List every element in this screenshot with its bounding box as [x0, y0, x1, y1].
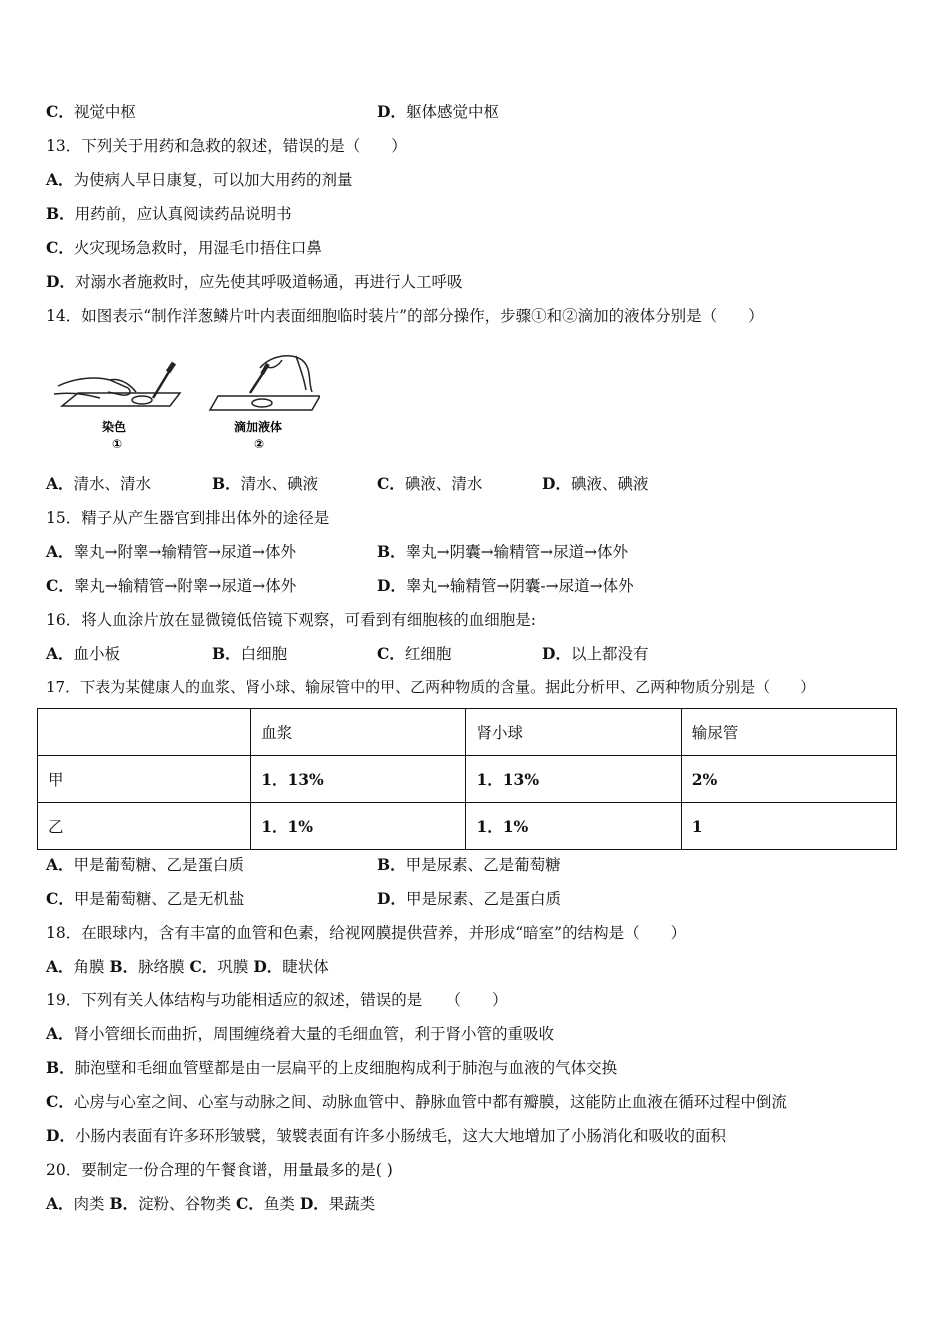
q17-stem: 17．下表为某健康人的血浆、肾小球、输尿管中的甲、乙两种物质的含量。据此分析甲、乙两种物质分别是（ ）	[46, 678, 816, 696]
option-text: 清水、碘液	[240, 475, 319, 493]
figure-number-1: ①	[112, 437, 123, 451]
option-letter: D．	[377, 102, 406, 121]
q16-option-b	[212, 643, 287, 665]
option-letter: A．	[46, 957, 74, 976]
option-text: 肉类	[73, 1195, 105, 1213]
option-letter: C．	[46, 102, 74, 121]
option-letter: C．	[46, 238, 74, 257]
option-letter: A．	[46, 1024, 74, 1043]
option-letter: B．	[109, 1194, 139, 1213]
q15-option-c	[46, 575, 296, 597]
option-text: 红细胞	[404, 645, 452, 663]
option-letter: B．	[212, 474, 241, 493]
q12-option-c	[46, 101, 136, 123]
table-cell: 乙	[38, 803, 251, 850]
figure-label-adding-liquid: 滴加液体	[234, 420, 283, 434]
option-text: 鱼类	[263, 1195, 295, 1213]
table-header-cell: 血浆	[251, 709, 466, 756]
option-text: 睾丸→附睾→输精管→尿道→体外	[73, 543, 296, 561]
q15-option-a	[46, 541, 296, 563]
table-cell: 1．1%	[466, 803, 681, 850]
option-letter: A．	[46, 644, 74, 663]
option-text: 甲是葡萄糖、乙是蛋白质	[73, 856, 245, 874]
staining-drawing	[54, 363, 180, 406]
q20-stem: 20．要制定一份合理的午餐食谱，用量最多的是( )	[46, 1161, 393, 1179]
option-text: 对溺水者施救时，应先使其呼吸道畅通，再进行人工呼吸	[74, 273, 463, 291]
q13-stem: 13．下列关于用药和急救的叙述，错误的是（ ）	[46, 137, 407, 155]
option-text: 甲是尿素、乙是蛋白质	[405, 890, 561, 908]
table-row	[38, 803, 897, 850]
option-text: 睫状体	[282, 958, 329, 976]
option-letter: B．	[46, 204, 75, 223]
q15-stem: 15．精子从产生器官到排出体外的途径是	[46, 509, 330, 527]
q15-option-b	[377, 541, 628, 563]
option-text: 清水、清水	[73, 475, 152, 493]
q16-option-c	[377, 643, 451, 665]
option-text: 火灾现场急救时，用湿毛巾捂住口鼻	[73, 239, 322, 257]
q19-option-b	[46, 1057, 617, 1079]
table-header-cell: 肾小球	[466, 709, 681, 756]
option-text: 淀粉、谷物类	[138, 1195, 232, 1213]
option-text: 脉络膜	[138, 958, 185, 976]
option-text: 肺泡壁和毛细血管壁都是由一层扁平的上皮细胞构成利于肺泡与血液的气体交换	[74, 1059, 618, 1077]
q16-stem: 16．将人血涂片放在显微镜低倍镜下观察，可看到有细胞核的血细胞是:	[46, 611, 536, 629]
option-letter: D．	[542, 644, 571, 663]
q14-option-d	[542, 473, 648, 495]
option-letter: D．	[542, 474, 571, 493]
option-letter: B．	[377, 542, 406, 561]
option-letter: C．	[377, 474, 405, 493]
option-text: 甲是尿素、乙是葡萄糖	[405, 856, 561, 874]
option-letter: D．	[46, 1126, 75, 1145]
q17-option-d	[377, 888, 561, 910]
option-text: 以上都没有	[570, 645, 649, 663]
q16-option-d	[542, 643, 648, 665]
q13-option-d	[46, 271, 462, 293]
option-letter: D．	[377, 889, 406, 908]
option-letter: C．	[189, 957, 218, 976]
option-letter: A．	[46, 855, 74, 874]
option-letter: C．	[46, 1092, 74, 1111]
adding-liquid-drawing	[210, 356, 320, 410]
table-cell: 2%	[681, 756, 896, 803]
q17-option-a	[46, 854, 244, 876]
table-cell: 1	[681, 803, 896, 850]
option-letter: C．	[46, 576, 74, 595]
option-text: 果蔬类	[328, 1195, 376, 1213]
option-letter: B．	[377, 855, 406, 874]
option-text: 睾丸→阴囊→输精管→尿道→体外	[405, 543, 629, 561]
table-header-cell: 输尿管	[681, 709, 896, 756]
option-letter: A．	[46, 542, 74, 561]
q15-option-d	[377, 575, 634, 597]
option-text: 甲是葡萄糖、乙是无机盐	[73, 890, 245, 908]
slide-preparation-illustration	[50, 348, 320, 458]
option-text: 碘液、碘液	[570, 475, 649, 493]
q18-stem: 18．在眼球内，含有丰富的血管和色素，给视网膜提供营养，并形成“暗室”的结构是（ ）	[46, 924, 687, 942]
q17-option-c	[46, 888, 244, 910]
figure-number-2: ②	[254, 437, 265, 451]
option-text: 肾小管细长而曲折，周围缠绕着大量的毛细血管，利于肾小管的重吸收	[73, 1025, 555, 1043]
option-text: 视觉中枢	[73, 103, 136, 121]
q19-option-c	[46, 1091, 787, 1113]
table-cell: 甲	[38, 756, 251, 803]
q12-option-d	[377, 101, 499, 123]
option-text: 碘液、清水	[404, 475, 483, 493]
option-text: 躯体感觉中枢	[405, 103, 499, 121]
option-letter: D．	[253, 957, 283, 976]
option-letter: A．	[46, 474, 74, 493]
table-header-row	[38, 709, 897, 756]
q13-option-b	[46, 203, 292, 225]
option-text: 心房与心室之间、心室与动脉之间、动脉血管中、静脉血管中都有瓣膜，这能防止血液在循环过程中倒流	[73, 1093, 787, 1111]
option-text: 睾丸→输精管→阴囊-→尿道→体外	[405, 577, 634, 595]
q19-option-d	[46, 1125, 726, 1147]
option-letter: A．	[46, 170, 74, 189]
table-row	[38, 756, 897, 803]
option-letter: B．	[109, 957, 139, 976]
option-text: 用药前，应认真阅读药品说明书	[74, 205, 292, 223]
table-cell: 1．13%	[251, 756, 466, 803]
q19-option-a	[46, 1023, 554, 1045]
q20-options	[46, 1193, 375, 1215]
table-cell: 1．1%	[251, 803, 466, 850]
option-letter: C．	[377, 644, 405, 663]
option-text: 血小板	[73, 645, 121, 663]
option-letter: B．	[212, 644, 241, 663]
table-cell: 1．13%	[466, 756, 681, 803]
q14-stem: 14．如图表示“制作洋葱鳞片叶内表面细胞临时装片”的部分操作，步骤①和②滴加的液体分别是（ ）	[46, 307, 764, 325]
option-text: 为使病人早日康复，可以加大用药的剂量	[73, 171, 353, 189]
option-text: 白细胞	[240, 645, 288, 663]
q19-stem: 19．下列有关人体结构与功能相适应的叙述，错误的是 （ ）	[46, 991, 508, 1009]
table-header-cell	[38, 709, 251, 756]
option-letter: D．	[299, 1194, 329, 1213]
option-letter: B．	[46, 1058, 75, 1077]
q18-options	[46, 956, 329, 978]
q17-data-table	[37, 708, 897, 850]
q16-option-a	[46, 643, 120, 665]
q17-option-b	[377, 854, 561, 876]
option-text: 角膜	[73, 958, 105, 976]
option-letter: D．	[46, 272, 75, 291]
option-text: 巩膜	[217, 958, 249, 976]
option-letter: C．	[46, 889, 74, 908]
q14-option-b	[212, 473, 318, 495]
option-letter: C．	[236, 1194, 264, 1213]
figure-label-staining: 染色	[102, 420, 127, 434]
q13-option-a	[46, 169, 353, 191]
q14-option-c	[377, 473, 482, 495]
q14-figure	[50, 348, 320, 458]
q14-option-a	[46, 473, 151, 495]
option-text: 小肠内表面有许多环形皱襞，皱襞表面有许多小肠绒毛，这大大地增加了小肠消化和吸收的面积	[74, 1127, 726, 1145]
option-letter: A．	[46, 1194, 74, 1213]
option-letter: D．	[377, 576, 406, 595]
q13-option-c	[46, 237, 322, 259]
option-text: 睾丸→输精管→附睾→尿道→体外	[73, 577, 297, 595]
